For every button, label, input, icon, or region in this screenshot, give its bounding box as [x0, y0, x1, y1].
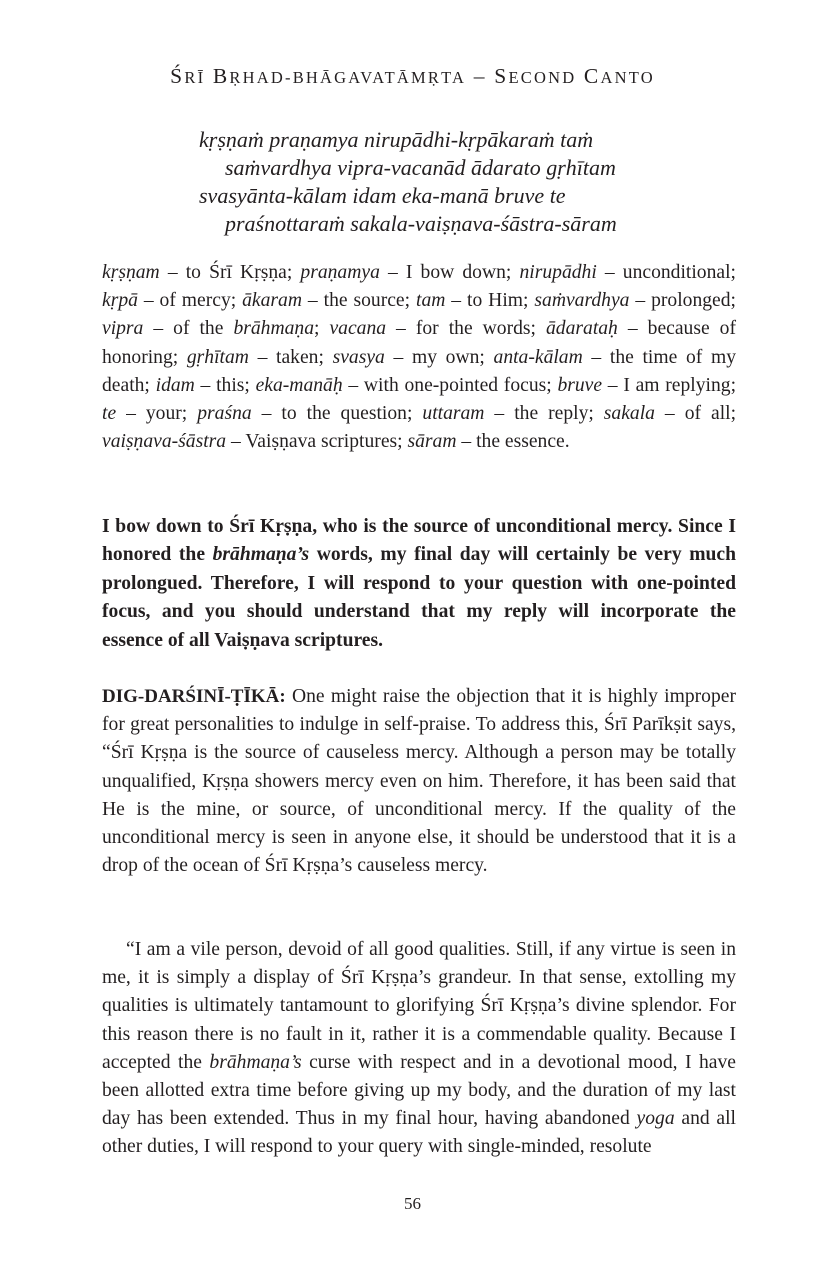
synonym-word: sakala — [603, 403, 655, 425]
synonym-word: idam — [155, 374, 195, 396]
synonym-word: tam — [416, 290, 446, 312]
commentary-text: curse with respect and in a devotional mood, I have been allotted extra time before giving up my body, and the duration of my last day has been extended. Thus in my final hour, having abandoned — [102, 1051, 736, 1130]
commentary-paragraph — [102, 683, 736, 880]
translation-text: words, my final day will certainly be very much prolongued. Therefore, I will respond to your question with one-pointed focus, and you should understand that my reply will incorporate the essence of all Vaiṣṇava scriptures. — [102, 544, 737, 651]
page-number: 56 — [404, 1194, 421, 1213]
running-head: ŚRĪ BṚHAD-BHĀGAVATĀMṚTA – SECOND CANTO — [170, 64, 655, 88]
synonym-word: praśna — [197, 403, 252, 425]
verse — [199, 126, 617, 238]
synonym-word: gṛhītam — [186, 346, 249, 368]
synonym-word: nirupādhi — [519, 262, 597, 283]
commentary-term: brāhmaṇa’s — [209, 1051, 302, 1073]
synonym-meaning: – prolonged; — [629, 290, 736, 312]
synonym-meaning: – to the question; — [251, 403, 423, 425]
verse-line: svasyānta-kālam idam eka-manā bruve te — [199, 183, 566, 208]
verse-line: saṁvardhya vipra-vacanād ādarato gṛhītam — [225, 155, 616, 180]
commentary-term: yoga — [636, 1108, 675, 1130]
synonym-meaning: – the time of my death; — [102, 346, 736, 396]
synonym-word: kṛpā — [102, 290, 138, 312]
translation-text: I bow down to Śrī Kṛṣṇa, who is the source of unconditional mercy. Since I honored the — [102, 516, 736, 566]
synonyms-paragraph — [102, 259, 736, 456]
verse-line: kṛṣṇaṁ praṇamya nirupādhi-kṛpākaraṁ taṁ — [199, 127, 594, 152]
synonym-word: sāram — [407, 431, 457, 453]
synonym-word: vaiṣṇava-śāstra — [102, 431, 227, 453]
synonym-meaning: – of the — [143, 318, 234, 340]
synonym-word: vipra — [102, 318, 144, 340]
synonym-word: te — [102, 403, 117, 425]
synonym-meaning: – the source; — [302, 290, 416, 312]
synonym-word: praṇamya — [300, 262, 380, 283]
synonym-meaning: – with one-pointed focus; — [342, 374, 558, 396]
synonym-meaning: ; — [314, 318, 330, 340]
translation-paragraph — [102, 513, 736, 655]
synonym-meaning: – for the words; — [386, 318, 546, 340]
synonym-meaning: – of all; — [654, 403, 737, 425]
synonym-meaning: – your; — [116, 403, 198, 425]
synonym-word: saṁvardhya — [534, 290, 630, 312]
synonym-meaning: – to Him; — [445, 290, 535, 312]
synonym-meaning: – the essence. — [456, 431, 570, 453]
synonym-word: svasya — [332, 346, 385, 368]
synonym-meaning: – because of honoring; — [102, 318, 736, 368]
synonym-meaning: – taken; — [248, 346, 333, 368]
synonym-meaning: – I bow down; — [379, 262, 520, 283]
synonym-meaning: – I am replying; — [602, 374, 737, 396]
commentary-label: DIG-DARŚINĪ-ṬĪKĀ: — [102, 686, 286, 707]
synonym-word: uttaram — [422, 403, 485, 425]
commentary-paragraph-2 — [102, 936, 736, 1162]
synonym-meaning: – to Śrī Kṛṣṇa; — [159, 262, 301, 283]
verse-line: praśnottaraṁ sakala-vaiṣṇava-śāstra-sāram — [225, 211, 617, 236]
synonym-meaning: – Vaiṣṇava scriptures; — [226, 431, 408, 453]
synonym-meaning: – of mercy; — [137, 290, 243, 312]
synonym-word: brāhmaṇa — [233, 318, 314, 340]
synonym-meaning: – the reply; — [484, 403, 604, 425]
synonym-word: ādarataḥ — [546, 318, 618, 340]
synonym-meaning: – this; — [194, 374, 256, 396]
synonym-meaning: – my own; — [384, 346, 494, 368]
synonym-word: ākaram — [242, 290, 302, 312]
synonym-word: vacana — [329, 318, 387, 340]
commentary-text: and all other duties, I will respond to your query with single-minded, resolute — [102, 1108, 737, 1158]
synonym-word: bruve — [557, 374, 603, 396]
synonym-word: eka-manāḥ — [255, 374, 343, 396]
commentary-text: One might raise the objection that it is highly improper for great personalities to indulge in self-praise. To address this, Śrī Parīkṣit says, “Śrī Kṛṣṇa is the source of causeless mercy. Although a person may be totally unqualified, Kṛṣṇa showers mercy even on him. Therefore, it has been said that He is the mine, or source, of unconditional mercy. If the quality of the unconditional mercy is seen in anyone else, it should be understood that it is a drop of the ocean of Śrī Kṛṣṇa’s causeless mercy. — [102, 686, 736, 877]
commentary-text: “I am a vile person, devoid of all good qualities. Still, if any virtue is seen in me, it is simply a display of Śrī Kṛṣṇa’s grandeur. In that sense, extolling my qualities is ultimately tantamount to glorifying Śrī Kṛṣṇa’s divine splendor. For this reason there is no fault in it, rather it is a commendable quality. Because I accepted the — [102, 939, 736, 1073]
synonym-word: anta-kālam — [493, 346, 583, 368]
synonym-word: kṛṣṇam — [102, 262, 160, 283]
synonym-meaning: – unconditional; — [596, 262, 736, 283]
translation-term: brāhmaṇa’s — [212, 544, 310, 566]
